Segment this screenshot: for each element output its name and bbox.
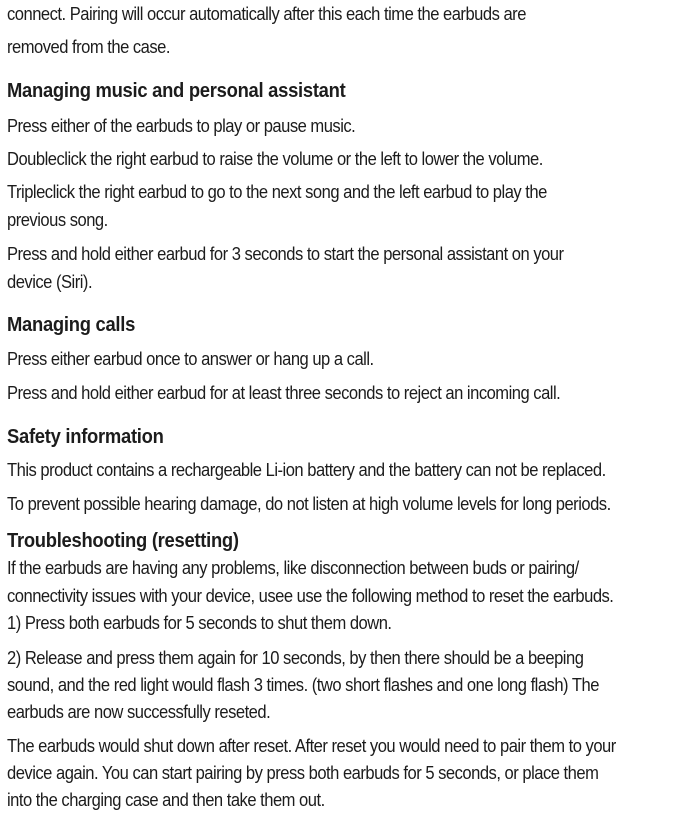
heading-managing-calls: Managing calls	[7, 314, 136, 336]
troubleshooting-line-7: The earbuds would shut down after reset. After reset you would need to pair them to your	[7, 735, 616, 756]
music-line-5: Press and hold either earbud for 3 seconds to start the personal assistant on your	[7, 243, 564, 264]
heading-safety-information: Safety information	[7, 426, 164, 448]
troubleshooting-line-4: 2) Release and press them again for 10 seconds, by then there should be a beeping	[7, 647, 584, 668]
troubleshooting-line-6: earbuds are now successfully reseted.	[7, 701, 271, 722]
heading-troubleshooting: Troubleshooting (resetting)	[7, 530, 239, 552]
calls-line-2: Press and hold either earbud for at least three seconds to reject an incoming call.	[7, 382, 561, 403]
troubleshooting-line-1: If the earbuds are having any problems, like disconnection between buds or pairing/	[7, 557, 579, 578]
calls-line-1: Press either earbud once to answer or hang up a call.	[7, 348, 374, 369]
heading-managing-music: Managing music and personal assistant	[7, 80, 346, 102]
music-line-3: Tripleclick the right earbud to go to the next song and the left earbud to play the	[7, 181, 547, 202]
intro-line-2: removed from the case.	[7, 36, 170, 57]
music-line-6: device (Siri).	[7, 271, 93, 292]
safety-line-1: This product contains a rechargeable Li-ion battery and the battery can not be replaced.	[7, 459, 606, 480]
music-line-1: Press either of the earbuds to play or pause music.	[7, 115, 356, 136]
troubleshooting-line-3: 1) Press both earbuds for 5 seconds to shut them down.	[7, 612, 392, 633]
troubleshooting-line-2: connectivity issues with your device, usee use the following method to reset the earbuds.	[7, 585, 614, 606]
safety-line-2: To prevent possible hearing damage, do not listen at high volume levels for long periods.	[7, 493, 611, 514]
troubleshooting-line-8: device again. You can start pairing by press both earbuds for 5 seconds, or place them	[7, 762, 599, 783]
troubleshooting-line-9: into the charging case and then take them out.	[7, 789, 325, 810]
music-line-2: Doubleclick the right earbud to raise the volume or the left to lower the volume.	[7, 148, 543, 169]
troubleshooting-line-5: sound, and the red light would flash 3 times. (two short flashes and one long flash) The	[7, 674, 599, 695]
music-line-4: previous song.	[7, 209, 108, 230]
intro-line-1: connect. Pairing will occur automatically after this each time the earbuds are	[7, 3, 526, 24]
